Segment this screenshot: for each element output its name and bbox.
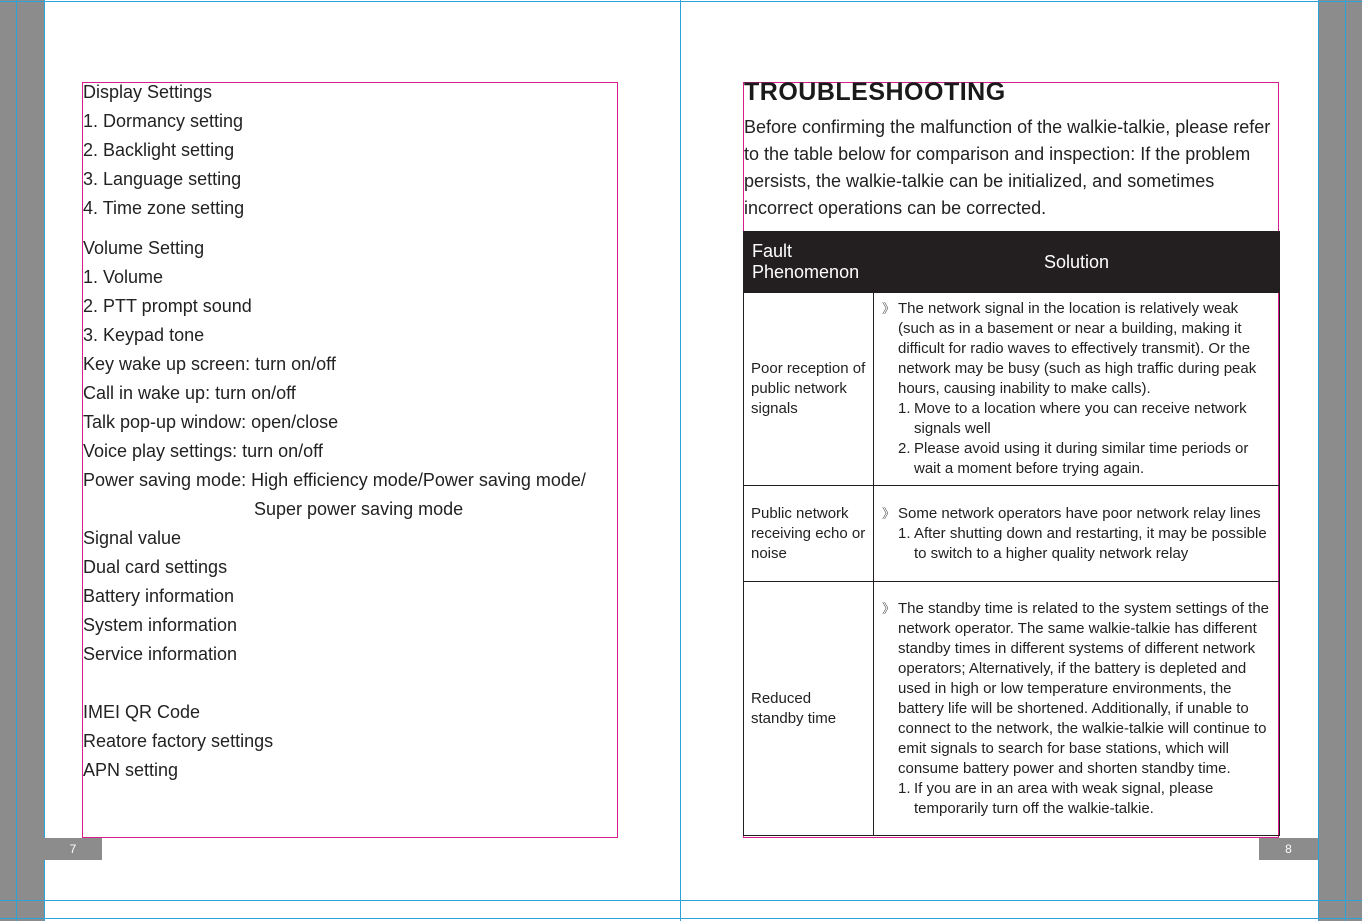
guide-line bbox=[0, 900, 1362, 901]
left-margin-bleed bbox=[0, 0, 44, 921]
list-item: System information bbox=[83, 615, 238, 635]
list-item: Call in wake up: turn on/off bbox=[83, 383, 296, 403]
solution-cell bbox=[874, 582, 1280, 836]
solution-cause: Some network operators have poor network relay lines bbox=[898, 504, 1261, 522]
list-item: 3. Keypad tone bbox=[83, 325, 205, 345]
step-number: 2. bbox=[898, 440, 911, 457]
solution-cell bbox=[874, 486, 1280, 582]
guide-line bbox=[0, 918, 1362, 919]
fault-cell: Poor reception of public network signals bbox=[744, 293, 874, 486]
list-item: Voice play settings: turn on/off bbox=[83, 441, 323, 461]
bullet-marker-icon: 》 bbox=[882, 301, 896, 316]
settings-menu-list bbox=[83, 78, 613, 785]
guide-line bbox=[44, 0, 45, 921]
step-number: 1. bbox=[898, 524, 911, 542]
step-text: If you are in an area with weak signal, please temporarily turn off the walkie-talkie. bbox=[914, 779, 1214, 817]
list-item: Talk pop-up window: open/close bbox=[83, 412, 339, 432]
fault-cell: Reduced standby time bbox=[744, 582, 874, 836]
list-item: 2. Backlight setting bbox=[83, 140, 235, 160]
solution-cause: The standby time is related to the system settings of the network operator. The same walkie-talkie has different standby times in different systems of different network operators; Alternatively, if the battery is depleted and used in high or low temperature environments, the battery life will be shortened. Additionally, if unable to connect to the network, the walkie-talkie will continue to emit signals to search for base stations, which will consume battery power and shorten standby time. bbox=[898, 599, 1270, 777]
step-text: Move to a location where you can receive network signals well bbox=[914, 400, 1247, 437]
page-number-right: 8 bbox=[1259, 838, 1318, 860]
table-row bbox=[744, 293, 1280, 486]
guide-line bbox=[1345, 0, 1346, 921]
bullet-marker-icon: 》 bbox=[882, 600, 896, 616]
troubleshooting-table bbox=[743, 231, 1280, 836]
list-item: 3. Language setting bbox=[83, 169, 242, 189]
volume-setting-title: Volume Setting bbox=[83, 238, 205, 258]
list-item: 4. Time zone setting bbox=[83, 198, 245, 218]
list-item: 1. Volume bbox=[83, 267, 164, 287]
table-row bbox=[744, 486, 1280, 582]
list-item: Power saving mode: High efficiency mode/Power saving mode/ bbox=[83, 470, 586, 490]
list-item: IMEI QR Code bbox=[83, 702, 201, 722]
step-text: Please avoid using it during similar time periods or wait a moment before trying again. bbox=[914, 440, 1249, 477]
troubleshooting-title: TROUBLESHOOTING bbox=[744, 78, 1006, 106]
guide-line bbox=[1318, 0, 1319, 921]
step-number: 1. bbox=[898, 400, 911, 417]
list-item: 2. PTT prompt sound bbox=[83, 296, 252, 316]
list-item: Service information bbox=[83, 644, 238, 664]
solution-cell bbox=[874, 293, 1280, 486]
solution-column-header: Solution bbox=[874, 232, 1280, 293]
list-item: Dual card settings bbox=[83, 557, 228, 577]
step-number: 1. bbox=[898, 779, 911, 797]
intro-paragraph: Before confirming the malfunction of the walkie-talkie, please refer to the table below for comparison and inspection: If the problem persists, the walkie-talkie can be initialized, and sometimes incorrect operations can be corrected. bbox=[744, 117, 1271, 218]
list-item: Key wake up screen: turn on/off bbox=[83, 354, 336, 374]
list-item-continuation: Super power saving mode bbox=[254, 499, 464, 519]
page-number-left: 7 bbox=[44, 838, 102, 860]
spine-guide-line bbox=[680, 0, 681, 921]
list-item: Signal value bbox=[83, 528, 182, 548]
bullet-marker-icon: 》 bbox=[882, 505, 896, 521]
right-margin-bleed bbox=[1318, 0, 1362, 921]
list-item: APN setting bbox=[83, 760, 179, 780]
table-row bbox=[744, 582, 1280, 836]
guide-line bbox=[0, 1, 1362, 2]
fault-column-header: Fault Phenomenon bbox=[744, 232, 874, 293]
display-settings-title: Display Settings bbox=[83, 82, 213, 102]
list-item: Battery information bbox=[83, 586, 235, 606]
list-item: 1. Dormancy setting bbox=[83, 111, 244, 131]
solution-cause: The network signal in the location is relatively weak (such as in a basement or near a building, making it difficult for radio waves to effectively transmit). Or the network may be busy (such as high traffic during peak hours, causing inability to make calls). bbox=[898, 300, 1257, 397]
table-header-row bbox=[744, 232, 1280, 293]
fault-cell: Public network receiving echo or noise bbox=[744, 486, 874, 582]
step-text: After shutting down and restarting, it may be possible to switch to a higher quality network relay bbox=[914, 524, 1267, 562]
list-item: Reatore factory settings bbox=[83, 731, 274, 751]
guide-line bbox=[16, 0, 17, 921]
